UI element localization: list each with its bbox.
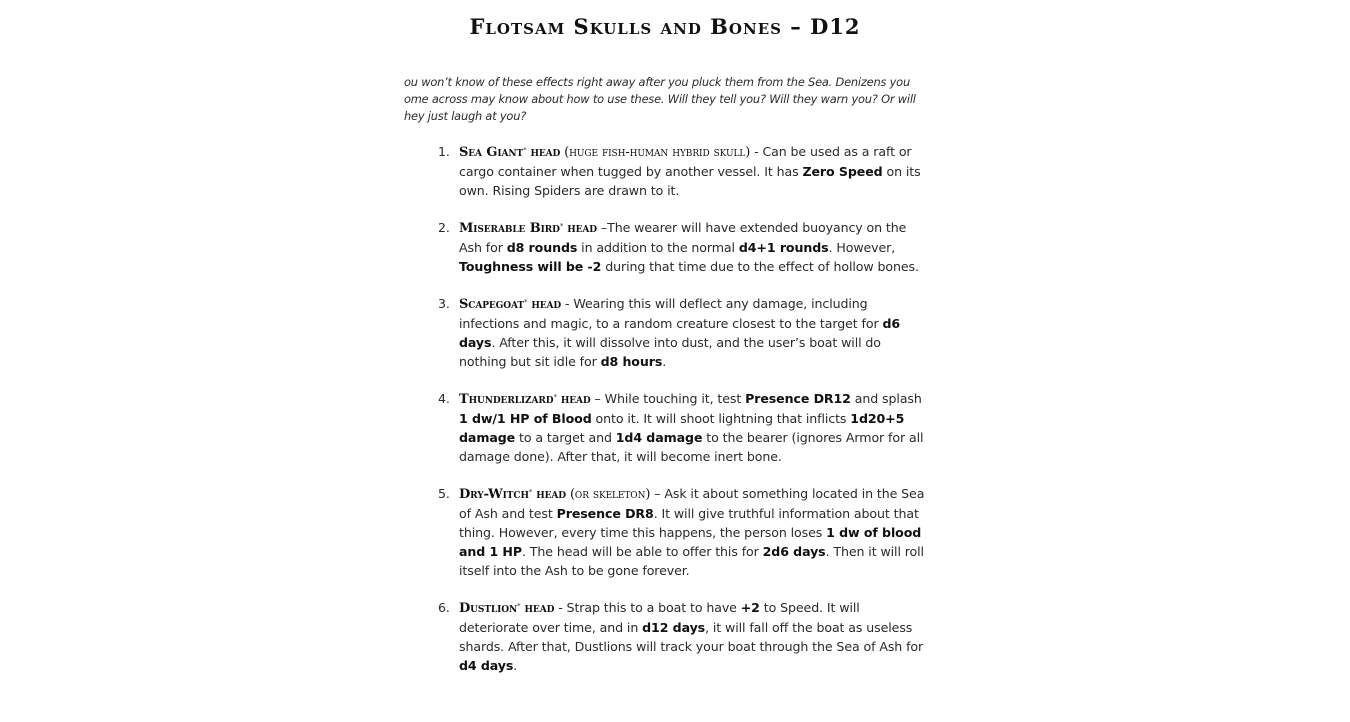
entry-text: . <box>513 658 518 673</box>
entry-stat: 2d6 days <box>762 544 826 559</box>
entry-text: , it will fall off the boat as useless shards. After that, Dustlions will track your boat through the Sea of Ash for <box>459 620 924 654</box>
entry-text: - Strap this to a boat to have <box>554 600 741 615</box>
entry-text: – While touching it, test <box>590 391 746 406</box>
entry-stat: Toughness will be -2 <box>459 259 602 274</box>
entry-stat: +2 <box>740 600 760 615</box>
entry-subtitle: (huge fish-human hybrid skull) <box>564 145 751 160</box>
entry-head: head <box>560 392 591 407</box>
asterisk: * <box>517 602 521 610</box>
entry-head: head <box>530 145 561 160</box>
entry-text: and splash <box>850 391 922 406</box>
asterisk: * <box>553 393 557 401</box>
entry-text: onto it. It will shoot lightning that inflicts <box>591 411 851 426</box>
entry-stat: 1d4 damage <box>615 430 703 445</box>
entry-text: - Wearing this will deflect any damage, including infections and magic, to a random creature closest to the target for <box>459 296 883 331</box>
entry-number: 1. <box>438 144 450 159</box>
list-item <box>438 218 930 276</box>
entry-stat: 1 dw/1 HP of Blood <box>459 411 592 426</box>
entry-text: . However, <box>828 240 896 255</box>
entry-head: head <box>524 601 555 616</box>
entry-stat: 1d20+5 damage <box>459 411 905 445</box>
entry-stat: d12 days <box>642 620 706 635</box>
entry-stat: d4 days <box>459 658 514 673</box>
list-item <box>438 142 930 200</box>
entry-number: 4. <box>438 391 450 406</box>
list-item <box>438 598 930 675</box>
entry-number: 6. <box>438 600 450 615</box>
asterisk: * <box>528 488 533 496</box>
asterisk: * <box>559 222 564 230</box>
entry-number: 3. <box>438 296 450 311</box>
entry-head: head <box>531 297 562 312</box>
entry-head: head <box>536 487 567 502</box>
entry-subtitle: (or skeleton) <box>569 487 651 502</box>
entry-text: - Can be used as a raft or cargo container when tugged by another vessel. It has <box>459 144 912 179</box>
entry-text: . Then it will roll itself into the Ash to be gone forever. <box>459 544 924 578</box>
entry-name: Miserable Bird <box>459 221 560 236</box>
entry-text: to a target and <box>515 430 616 445</box>
page-title: Flotsam Skulls and Bones – D12 <box>469 14 861 39</box>
entry-text: –The wearer will have extended buoyancy on the Ash for <box>459 220 907 255</box>
entry-text: . After this, it will dissolve into dust, and the user’s boat will do nothing but sit idle for <box>459 335 881 369</box>
entry-text: in addition to the normal <box>577 240 739 255</box>
entry-stat: Zero Speed <box>802 164 883 179</box>
entry-head: head <box>567 221 597 236</box>
entry-stat: Presence DR8 <box>556 506 654 521</box>
entry-name: Scapegoat <box>459 297 524 312</box>
asterisk: * <box>523 298 528 306</box>
entry-stat: Presence DR12 <box>745 391 851 406</box>
entry-name: Thunderlizard <box>459 392 554 407</box>
entry-stat: d6 days <box>459 316 901 350</box>
skull-table <box>438 142 930 693</box>
list-item <box>438 484 930 580</box>
list-item <box>438 294 930 371</box>
entry-text: to the bearer (ignores Armor for all damage done). After that, it will become inert bone. <box>459 430 924 464</box>
entry-text: . <box>662 354 667 369</box>
entry-stat: d8 rounds <box>506 240 578 255</box>
entry-text: . It will give truthful information about that thing. However, every time this happens, the person loses <box>459 506 919 540</box>
entry-stat: d4+1 rounds <box>738 240 829 255</box>
entry-stat: 1 dw of blood and 1 HP <box>459 525 922 559</box>
entry-number: 2. <box>438 220 450 235</box>
entry-text: on its own. Rising Spiders are drawn to it. <box>459 164 921 198</box>
entry-name: Dry-Witch <box>459 487 529 502</box>
entry-number: 5. <box>438 486 450 501</box>
list-item <box>438 389 930 466</box>
entry-name: Sea Giant <box>459 145 524 160</box>
entry-text: during that time due to the effect of hollow bones. <box>601 259 919 274</box>
intro-paragraph: ou won’t know of these effects right away after you pluck them from the Sea. Denizens you ome across may know about how to use these. Will they tell you? Will they warn you? Or will hey just laugh at you? <box>404 75 916 123</box>
entry-name: Dustlion <box>459 601 518 616</box>
entry-text: to Speed. It will deteriorate over time, and in <box>459 600 860 635</box>
asterisk: * <box>523 146 527 154</box>
entry-text: – Ask it about something located in the Sea of Ash and test <box>459 486 925 521</box>
entry-text: . The head will be able to offer this for <box>521 544 763 559</box>
entry-stat: d8 hours <box>600 354 663 369</box>
